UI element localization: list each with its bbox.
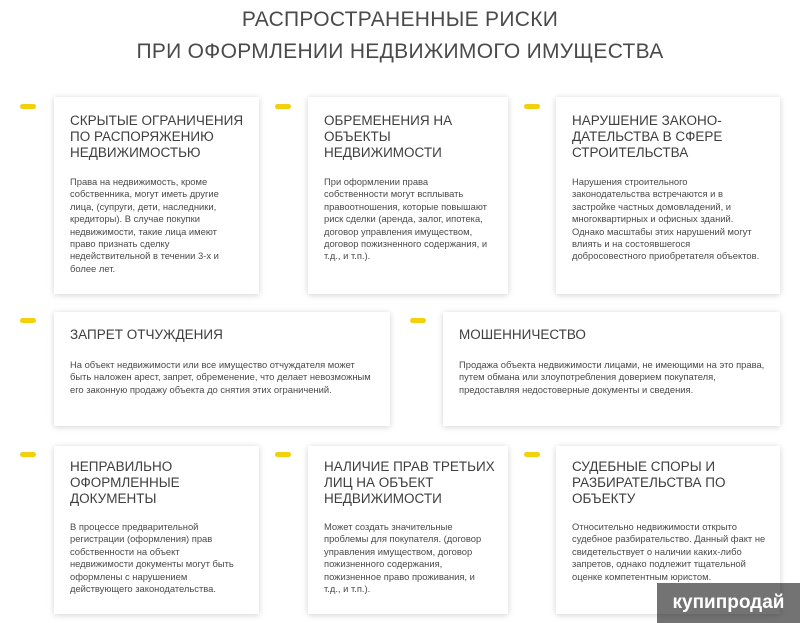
watermark-logo: купипродай <box>657 583 800 623</box>
card-text: Права на недвижимость, кроме собственника, могут иметь другие лица, (супруги, дети, наследники, кредиторы). В случае покупки недвижимости, такие лица имеют право признать сделку недействительной в течении 3-х и более лет. <box>70 176 219 274</box>
yellow-dash-marker <box>410 318 426 323</box>
card-text: При оформлении права собственности могут всплывать правоотношения, которые повышают риск сделки (аренда, залог, ипотека, договор управления имуществом, договор пожизненного содержания, и т.д., и т.п.). <box>324 176 488 262</box>
risk-card-hidden-restrictions <box>54 97 259 294</box>
page-title-line-2: ПРИ ОФОРМЛЕНИИ НЕДВИЖИМОГО ИМУЩЕСТВА <box>136 40 664 63</box>
card-title: НАЛИЧИЕ ПРАВ ТРЕТЬИХ ЛИЦ НА ОБЪЕКТ НЕДВИЖИМОСТИ <box>324 459 495 506</box>
risk-card-third-party-rights <box>308 446 508 614</box>
risk-card-improper-documents <box>54 446 259 614</box>
yellow-dash-marker <box>275 104 291 109</box>
card-text: Относительно недвижимости открыто судебное разбирательство. Данный факт не свидетельствует о наличии каких-либо запретов, однако подлежит тщательной оценке компетентным юристом. <box>572 521 766 582</box>
yellow-dash-marker <box>524 452 540 457</box>
risk-card-construction-violations <box>556 97 780 294</box>
yellow-dash-marker <box>20 104 36 109</box>
card-title: СКРЫТЫЕ ОГРАНИЧЕНИЯ ПО РАСПОРЯЖЕНИЮ НЕДВИЖИМОСТЬЮ <box>70 113 244 160</box>
risk-card-fraud <box>443 312 780 426</box>
card-title: НАРУШЕНИЕ ЗАКОНО-ДАТЕЛЬСТВА В СФЕРЕ СТРОИТЕЛЬСТВА <box>572 113 723 160</box>
card-title: НЕПРАВИЛЬНО ОФОРМЛЕННЫЕ ДОКУМЕНТЫ <box>70 459 180 506</box>
yellow-dash-marker <box>20 318 36 323</box>
card-text: Продажа объекта недвижимости лицами, не имеющими на это права, путем обмана или злоупотребления доверием покупателя, предоставляя недостоверные документы и сведения. <box>459 359 765 395</box>
card-title: МОШЕННИЧЕСТВО <box>459 327 586 342</box>
yellow-dash-marker <box>20 452 36 457</box>
card-text: На объект недвижимости или все имущество отчуждателя может быть наложен арест, запрет, обременение, что делает невозможным его законную продажу объекта до снятия этих ограничений. <box>70 359 371 395</box>
yellow-dash-marker <box>524 104 540 109</box>
risk-card-encumbrances <box>308 97 508 294</box>
risk-card-alienation-ban <box>54 312 390 426</box>
page-title-line-1: РАСПРОСТРАНЕННЫЕ РИСКИ <box>241 8 559 31</box>
card-title: ЗАПРЕТ ОТЧУЖДЕНИЯ <box>70 327 223 342</box>
card-text: Может создать значительные проблемы для покупателя. (договор управления имуществом, договор пожизненного содержания, пожизненное право проживания, и т.д., и т.п.). <box>324 521 482 595</box>
card-title: ОБРЕМЕНЕНИЯ НА ОБЪЕКТЫ НЕДВИЖИМОСТИ <box>324 113 453 160</box>
yellow-dash-marker <box>275 452 291 457</box>
card-text: Нарушения строительного законодательства встречаются и в застройке частных домовладений, и многоквартирных и офисных зданий. Однако масштабы этих нарушений могут влиять и на состоявшегося добросовестного приобретателя объектов. <box>572 176 760 262</box>
card-title: СУДЕБНЫЕ СПОРЫ И РАЗБИРАТЕЛЬСТВА ПО ОБЪЕКТУ <box>572 459 726 506</box>
card-text: В процессе предварительной регистрации (оформления) прав собственности на объект недвижимости документы могут быть оформлены с нарушением действующего законодательства. <box>70 521 234 595</box>
